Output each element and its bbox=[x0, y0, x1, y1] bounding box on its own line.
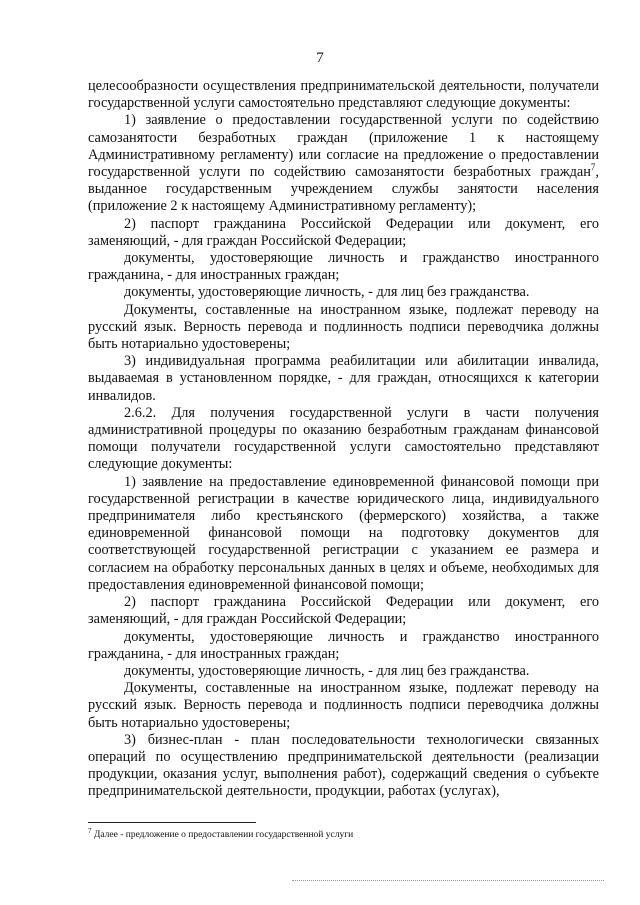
paragraph: 2.6.2. Для получения государственной услуги в части получения административной процедуры по оказанию безработным гражданам финансовой помощи получатели государственной услуги самостоятельно представляют следующие документы: bbox=[88, 404, 599, 473]
paragraph: документы, удостоверяющие личность, - для лиц без гражданства. bbox=[124, 284, 530, 301]
paragraph: целесообразности осуществления предпринимательской деятельности, получатели государственной услуги самостоятельно представляют следующие документы: bbox=[88, 78, 599, 112]
paragraph: 1) заявление на предоставление единовременной финансовой помощи при государственной регистрации в качестве юридического лица, индивидуального предпринимателя либо крестьянского (фермерского) хозяйства, а также единовременной финансовой помощи на подготовку документов для соответствующей государственной регистрации с указанием ее размера и согласием на обработку персональных данных в целях и объеме, необходимых для предоставления единовременной финансовой помощи; bbox=[88, 473, 599, 593]
footnote-reference: 7 bbox=[590, 162, 596, 173]
paragraph: 2) паспорт гражданина Российской Федерации или документ, его заменяющий, - для граждан Российской Федерации; bbox=[88, 215, 599, 249]
footnote-text: Далее - предложение о предоставлении государственной услуги bbox=[91, 830, 354, 840]
footnote bbox=[88, 826, 599, 841]
paragraph: 3) индивидуальная программа реабилитации или абилитации инвалида, выдаваемая в установленном порядке, - для граждан, относящихся к категории инвалидов. bbox=[88, 353, 599, 404]
footnote-divider bbox=[88, 822, 256, 823]
paragraph: Документы, составленные на иностранном языке, подлежат переводу на русский язык. Верность перевода и подлинность подписи переводчика должны быть нотариально удостоверены; bbox=[88, 301, 599, 353]
page-number: 7 bbox=[316, 50, 324, 66]
paragraph: документы, удостоверяющие личность и гражданство иностранного гражданина, - для иностранных граждан; bbox=[88, 628, 599, 662]
paragraph: Документы, составленные на иностранном языке, подлежат переводу на русский язык. Верность перевода и подлинность подписи переводчика должны быть нотариально удостоверены; bbox=[88, 680, 599, 731]
footnote-marker: 7 bbox=[88, 826, 92, 835]
paragraph: документы, удостоверяющие личность и гражданство иностранного гражданина, - для иностранных граждан; bbox=[88, 250, 599, 284]
paragraph: 1) заявление о предоставлении государственной услуги по содействию самозанятости безработных граждан (приложение 1 к настоящему Административному регламенту) или согласие на предложение о предоставлении государственной услуги по содействию самозанятости безработных граждан$^7$, выданное государственным учреждением службы занятости населения (приложение 2 к настоящему Административному регламенту); bbox=[88, 112, 599, 215]
paragraph: 3) бизнес-план - план последовательности технологически связанных операций по осуществлению предпринимательской деятельности (реализации продукции, оказания услуг, выполнения работ), содержащий сведения о субъекте предпринимательской деятельности, продукции, работах (услугах), bbox=[88, 731, 599, 800]
paragraph: документы, удостоверяющие личность, - для лиц без гражданства. bbox=[124, 662, 530, 679]
document-body bbox=[88, 78, 599, 801]
paragraph: 2) паспорт гражданина Российской Федерации или документ, его заменяющий, - для граждан Российской Федерации; bbox=[88, 594, 599, 628]
scan-artifact-line bbox=[292, 880, 604, 881]
